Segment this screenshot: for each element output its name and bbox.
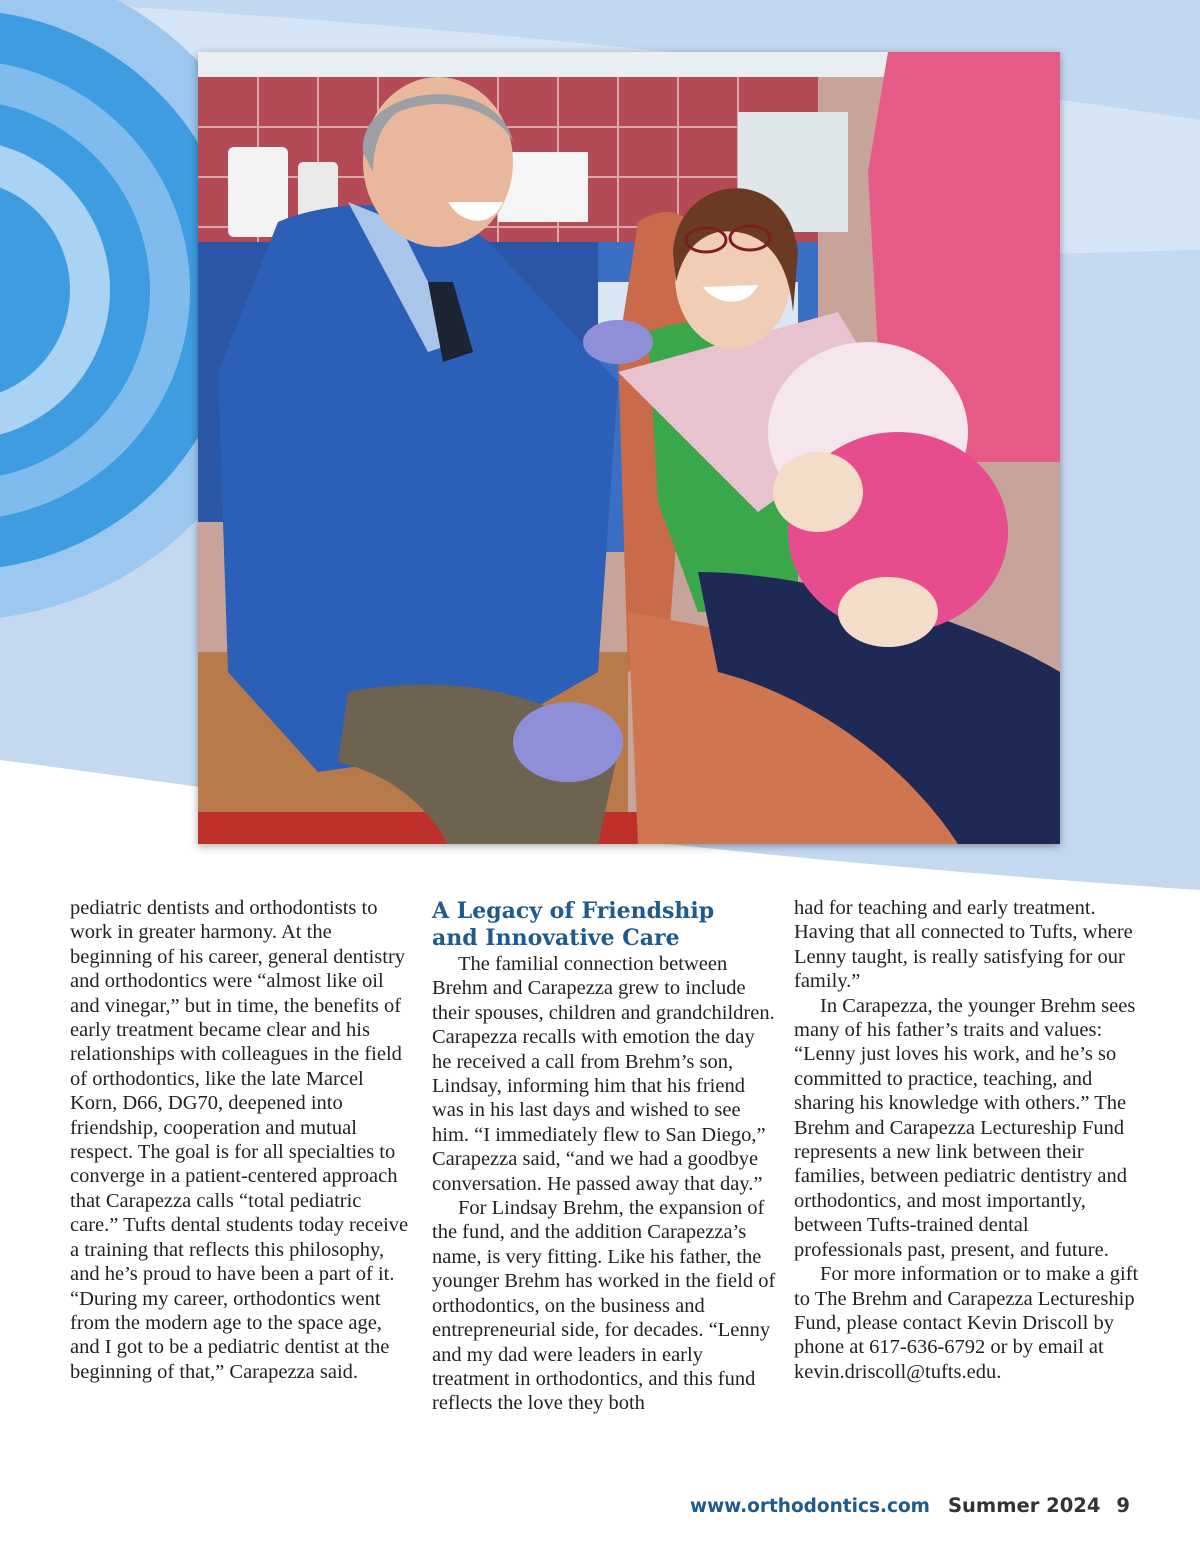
footer-url-link[interactable]: www.orthodontics.com — [690, 1496, 930, 1517]
page-footer — [690, 1494, 1130, 1517]
body-paragraph: In Carapezza, the younger Brehm sees many of his father’s traits and values: “Lenny just loves his work, and he’s so committed to practice, teaching, and sharing his knowledge with others.” The Brehm and Carapezza Lectureship Fund represents a new link between their families, between pediatric dentistry and orthodontics, and most importantly, between Tufts-trained dental professionals past, present, and future. — [794, 994, 1136, 1261]
text-column-3 — [794, 896, 1139, 1384]
body-paragraph: The familial connection between Brehm and Carapezza grew to include their spouses, children and grandchildren. Carapezza recalls with emotion the day he received a call from Brehm’s son, Lindsay, informing him that his friend was in his last days and wished to see him. “I immediately flew to San Diego,” Carapezza said, “and we had a goodbye conversation. He passed away that day.” — [432, 953, 775, 1195]
heading-line-2: and Innovative Care — [432, 925, 680, 951]
body-paragraph: pediatric dentists and orthodontists to work in greater harmony. At the beginning of his career, general dentistry and orthodontics were “almost like oil and vinegar,” but in time, the benefits of early treatment became clear and his relationships with colleagues in the field of orthodontics, like the late Marcel Korn, D66, DG70, deepened into friendship, cooperation and mutual respect. The goal is for all specialties to converge in a patient-centered approach that Carapezza calls “total pediatric care.” Tufts dental students today receive a training that reflects this philosophy, and he’s proud to have been a part of it. “During my career, orthodontics went from the modern age to the space age, and I got to be a pediatric dentist at the beginning of that,” Carapezza said. — [70, 897, 409, 1383]
heading-line-1: A Legacy of Friendship — [432, 898, 715, 924]
body-paragraph: For Lindsay Brehm, the expansion of the fund, and the addition Carapezza’s name, is very fitting. Like his father, the younger Brehm has worked in the field of orthodontics, on the business and entrepreneurial side, for decades. “Lenny and my dad were leaders in early treatment in orthodontics, and this fund reflects the love they both — [432, 1197, 776, 1415]
footer-issue: Summer 2024 — [947, 1494, 1101, 1517]
article-photo — [198, 52, 1060, 844]
photo-dentist-with-patient-icon — [198, 52, 1060, 844]
page-number: 9 — [1116, 1494, 1130, 1517]
body-paragraph: had for teaching and early treatment. Having that all connected to Tufts, where Lenny taught, is really satisfying for our family.” — [794, 897, 1133, 993]
text-column-2 — [432, 896, 777, 1416]
text-column-1 — [70, 896, 410, 1384]
body-paragraph: For more information or to make a gift to The Brehm and Carapezza Lectureship Fund, please contact Kevin Driscoll by phone at 617-636-6792 or by email at kevin.driscoll@tufts.edu. — [794, 1263, 1139, 1383]
section-heading — [432, 898, 777, 952]
